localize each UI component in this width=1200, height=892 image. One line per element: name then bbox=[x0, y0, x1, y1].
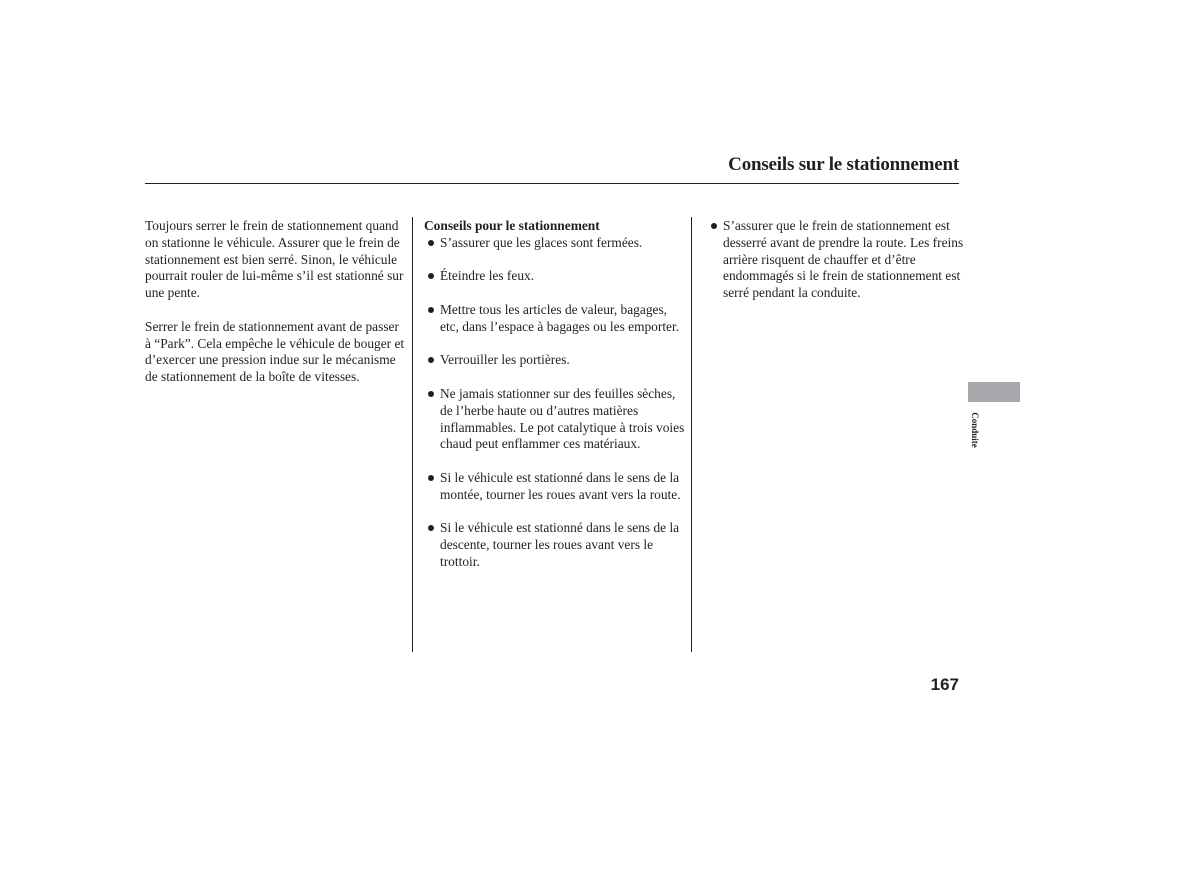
list-item: S’assurer que les glaces sont fermées. bbox=[424, 235, 686, 252]
page-title: Conseils sur le stationnement bbox=[728, 154, 959, 175]
list-item: Si le véhicule est stationné dans le sens de la montée, tourner les roues avant vers la route. bbox=[424, 470, 686, 504]
parking-tips-list bbox=[424, 235, 686, 571]
list-item: Si le véhicule est stationné dans le sens de la descente, tourner les roues avant vers le trottoir. bbox=[424, 520, 686, 570]
section-heading: Conseils pour le stationnement bbox=[424, 218, 600, 233]
right-column bbox=[707, 218, 969, 319]
left-column bbox=[145, 218, 407, 386]
column-divider bbox=[691, 217, 692, 652]
list-item: Verrouiller les portières. bbox=[424, 352, 686, 369]
paragraph-park-position: Serrer le frein de stationnement avant de passer à “Park”. Cela empêche le véhicule de bouger et d’exercer une pression indue sur le mécanisme de stationnement de la boîte de vitesses. bbox=[145, 318, 405, 385]
list-item: Ne jamais stationner sur des feuilles sèches, de l’herbe haute ou d’autres matières inflammables. Le pot catalytique à trois voies chaud peut enflammer ces matériaux. bbox=[424, 386, 686, 453]
list-item: Éteindre les feux. bbox=[424, 268, 686, 285]
section-tab bbox=[968, 382, 1020, 402]
section-tab-label: Conduite bbox=[970, 412, 980, 448]
list-item: S’assurer que le frein de stationnement est desserré avant de prendre la route. Les freins arrière risquent de chauffer et d’être endommagés si le frein de stationnement est serré pendant la conduite. bbox=[707, 218, 969, 302]
list-item: Mettre tous les articles de valeur, bagages, etc, dans l’espace à bagages ou les emporter. bbox=[424, 302, 686, 336]
brake-release-list bbox=[707, 218, 969, 302]
column-divider bbox=[412, 217, 413, 652]
middle-column bbox=[424, 218, 686, 588]
paragraph-parking-brake: Toujours serrer le frein de stationnement quand on stationne le véhicule. Assurer que le frein de stationnement est bien serré. Sinon, le véhicule pourrait rouler de lui-même s’il est stationné sur une pente. bbox=[145, 218, 404, 301]
page-number: 167 bbox=[930, 675, 959, 694]
title-rule bbox=[145, 183, 959, 184]
